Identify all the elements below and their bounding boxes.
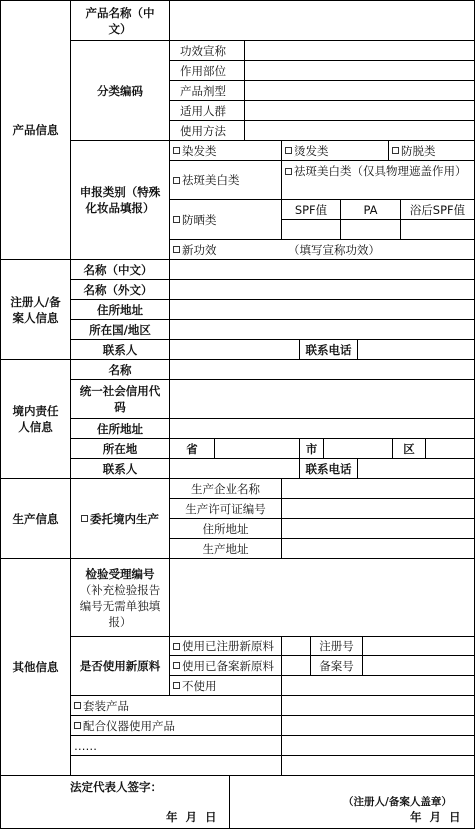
checkbox-icon[interactable] — [173, 643, 180, 650]
checkbox-icon[interactable] — [173, 246, 180, 253]
label-city: 市 — [305, 441, 318, 456]
checkbox-icon[interactable] — [81, 515, 88, 522]
divider — [323, 438, 324, 458]
label-agent-address: 住所地址 — [97, 421, 143, 436]
divider — [362, 636, 363, 676]
label-agent-location: 所在地 — [102, 441, 138, 456]
classification-dosage-form: 产品剂型 — [180, 83, 226, 98]
field-product-name-cn[interactable] — [170, 1, 474, 40]
divider — [425, 438, 426, 458]
label-pa: PA — [363, 202, 378, 217]
checkbox-icon[interactable] — [173, 662, 180, 669]
section-registrant: 注册人/备案人信息 — [10, 294, 61, 325]
option-perm[interactable] — [282, 141, 388, 160]
option-label: 套装产品 — [83, 698, 129, 713]
label-registration-no: 注册号 — [319, 639, 354, 653]
label-production-license: 生产许可证编号 — [185, 501, 266, 516]
checkbox-icon[interactable] — [173, 177, 180, 184]
option-label: 烫发类 — [294, 143, 329, 158]
field-pa[interactable] — [341, 220, 400, 239]
option-not-used[interactable] — [170, 676, 281, 695]
label-agent-contact: 联系人 — [102, 461, 138, 476]
classification-usage: 使用方法 — [180, 123, 226, 138]
divider — [244, 40, 245, 140]
option-label: 不使用 — [182, 678, 217, 693]
legal-rep-signature: 法定代表人签字： — [70, 780, 162, 794]
option-new-efficacy[interactable] — [170, 240, 281, 259]
option-anti-hair-loss[interactable] — [389, 141, 474, 160]
option-label: 配合仪器使用产品 — [83, 718, 175, 733]
section-domestic-agent: 境内责任人信息 — [12, 404, 59, 434]
divider — [70, 755, 475, 756]
divider — [357, 339, 358, 359]
label-district: 区 — [403, 441, 415, 456]
label-post-bath-spf: 浴后SPF值 — [409, 202, 466, 217]
option-label: 防晒类 — [182, 212, 217, 227]
option-spot-whitening[interactable] — [170, 161, 281, 199]
option-sunscreen[interactable] — [170, 200, 281, 239]
label-registrant-name-cn: 名称（中文） — [83, 262, 153, 277]
divider — [281, 478, 282, 558]
option-entrust-domestic[interactable] — [71, 479, 169, 558]
label-agent-phone: 联系电话 — [305, 461, 352, 476]
date-right: 年 月 日 — [410, 810, 461, 824]
date-left: 年 月 日 — [166, 810, 217, 824]
section-product-info: 产品信息 — [12, 123, 59, 137]
section-production: 生产信息 — [12, 511, 59, 526]
option-label: 防脱类 — [401, 143, 436, 158]
new-efficacy-note: （填写宣称功效） — [288, 242, 380, 257]
checkbox-icon[interactable] — [173, 147, 180, 154]
label-classification-code: 分类编码 — [97, 83, 143, 98]
option-filed-material[interactable] — [170, 656, 281, 675]
label-manufacturer-name: 生产企业名称 — [191, 481, 260, 496]
option-kit-product[interactable] — [71, 696, 281, 715]
label-product-name-cn: 产品名称（中文） — [85, 5, 155, 36]
divider — [229, 775, 230, 829]
label-filing-no: 备案号 — [319, 658, 354, 673]
label-new-material: 是否使用新原料 — [79, 659, 161, 673]
option-label: 祛斑美白类 — [182, 173, 240, 187]
divider — [0, 775, 475, 776]
checkbox-icon[interactable] — [173, 682, 180, 689]
field-post-bath-spf[interactable] — [401, 220, 474, 239]
option-text — [285, 163, 467, 179]
label-registrant-name-foreign: 名称（外文） — [83, 282, 153, 297]
inspection-title: 检验受理编号 — [85, 566, 155, 581]
option-hair-dye[interactable] — [170, 141, 281, 160]
checkbox-icon[interactable] — [392, 147, 399, 154]
classification-target-group: 适用人群 — [180, 103, 226, 118]
option-label: 使用已备案新原料 — [182, 658, 274, 673]
checkbox-icon[interactable] — [74, 722, 81, 729]
label-province: 省 — [186, 441, 198, 456]
label-agent-credit-code: 统一社会信用代码 — [79, 384, 161, 414]
classification-body-part: 作用部位 — [180, 63, 226, 78]
divider — [357, 458, 358, 478]
label-production-address: 生产地址 — [202, 541, 249, 556]
checkbox-icon[interactable] — [74, 702, 81, 709]
label-registrant-phone: 联系电话 — [305, 342, 352, 357]
section-other-info: 其他信息 — [12, 660, 59, 674]
label-registrant-address: 住所地址 — [97, 302, 143, 317]
ellipsis-row: …… — [74, 738, 97, 753]
field-spf[interactable] — [282, 220, 340, 239]
option-label: 使用已注册新原料 — [182, 639, 274, 653]
label-production-residence: 住所地址 — [202, 521, 249, 536]
option-spot-whitening-physical[interactable] — [282, 161, 474, 199]
option-label: 新功效 — [182, 242, 217, 257]
divider — [281, 636, 282, 775]
label-registrant-country: 所在国/地区 — [89, 322, 151, 337]
label-spf: SPF值 — [294, 202, 328, 217]
label-inspection-no — [71, 559, 169, 636]
label-agent-name: 名称 — [108, 362, 132, 377]
label-registrant-contact: 联系人 — [102, 342, 138, 357]
option-label: 委托境内生产 — [90, 511, 159, 526]
option-label: 祛斑美白类（仅具物理遮盖作用） — [294, 164, 467, 178]
option-label: 染发类 — [182, 143, 217, 158]
checkbox-icon[interactable] — [285, 147, 292, 154]
divider — [214, 438, 215, 458]
classification-efficacy: 功效宣称 — [180, 43, 226, 58]
inspection-note: （补充检验报告编号无需单独填报） — [79, 582, 161, 629]
registrant-seal: （注册人/备案人盖章） — [343, 796, 452, 808]
label-declared-category: 申报类别（特殊化妆品填报） — [79, 185, 161, 215]
option-instrument-product[interactable] — [71, 716, 281, 735]
checkbox-icon[interactable] — [285, 168, 292, 175]
option-registered-material[interactable] — [170, 637, 281, 655]
checkbox-icon[interactable] — [173, 216, 180, 223]
